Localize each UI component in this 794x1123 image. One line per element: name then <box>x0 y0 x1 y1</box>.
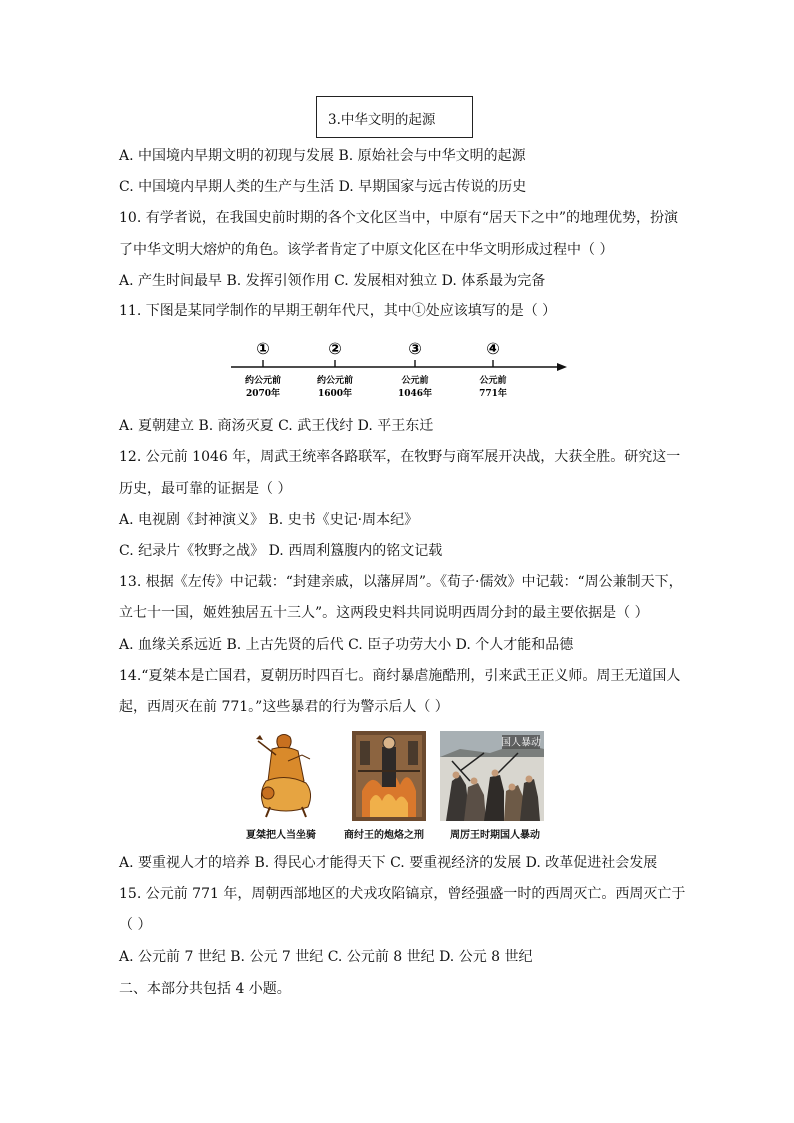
timeline-arrow-head <box>557 363 567 371</box>
q12-stem-line1: 12. 公元前 1046 年，周武王统率各路联军，在牧野与商军展开决战，大获全胜。研究这一 <box>119 449 681 465</box>
section-two-heading: 二、本部分共包括 4 小题。 <box>119 981 291 997</box>
timeline-label-2a: 约公元前 <box>316 376 354 386</box>
q10-stem-line1: 10. 有学者说，在我国史前时期的各个文化区当中，中原有“居天下之中”的地理优势，扮演 <box>119 210 679 226</box>
q10-options: A. 产生时间最早 B. 发挥引领作用 C. 发展相对独立 D. 体系最为完备 <box>119 273 546 289</box>
timeline-label-3b: 1046年 <box>397 389 433 399</box>
q11-stem: 11. 下图是某同学制作的早期王朝年代尺，其中①处应该填写的是（ ） <box>119 303 557 319</box>
timeline-label-1b: 2070年 <box>245 389 281 399</box>
illustration-paoluo-torture <box>352 731 426 821</box>
timeline-label-4b: 771年 <box>479 389 507 399</box>
timeline-label-4a: 公元前 <box>479 376 507 386</box>
q11-options: A. 夏朝建立 B. 商汤灭夏 C. 武王伐纣 D. 平王东迁 <box>119 418 434 434</box>
illustration-jie-riding-person <box>248 731 324 821</box>
q15-stem-line2: （ ） <box>119 917 152 933</box>
section-title: 3.中华文明的起源 <box>328 112 436 128</box>
dynasty-timeline <box>229 336 569 402</box>
q14-options: A. 要重视人才的培养 B. 得民心才能得天下 C. 要重视经济的发展 D. 改革促进社会发展 <box>119 855 658 871</box>
q10-stem-line2: 了中华文明大熔炉的角色。该学者肯定了中原文化区在中华文明形成过程中（ ） <box>119 242 614 258</box>
illustration-guoren-uprising <box>440 731 544 821</box>
caption-image-2: 商纣王的炮烙之刑 <box>344 830 424 841</box>
q9-options-line2: C. 中国境内早期人类的生产与生活 D. 早期国家与远古传说的历史 <box>119 179 527 195</box>
timeline-label-3a: 公元前 <box>401 376 429 386</box>
q15-options: A. 公元前 7 世纪 B. 公元 7 世纪 C. 公元前 8 世纪 D. 公元 8 世纪 <box>119 949 533 965</box>
timeline-marker-1: ① <box>256 339 270 358</box>
q13-stem-line1: 13. 根据《左传》中记载：“封建亲戚，以藩屏周”。《荀子·儒效》中记载：“周公兼制天下， <box>119 574 683 590</box>
q13-options: A. 血缘关系远近 B. 上古先贤的后代 C. 臣子功劳大小 D. 个人才能和品德 <box>119 637 574 653</box>
timeline-marker-3: ③ <box>408 339 422 358</box>
timeline-label-2b: 1600年 <box>317 389 353 399</box>
q13-stem-line2: 立七十一国，姬姓独居五十三人”。这两段史料共同说明西周分封的最主要依据是（ ） <box>119 605 649 621</box>
q15-stem-line1: 15. 公元前 771 年，周朝西部地区的犬戎攻陷镐京，曾经强盛一时的西周灭亡。西周灭亡于 <box>119 886 686 902</box>
timeline-marker-4: ④ <box>486 339 500 358</box>
q14-stem-line1: 14.“夏桀本是亡国君，夏朝历时四百七。商纣暴虐施酷刑，引来武王正义师。周王无道国人 <box>119 668 681 684</box>
caption-image-1: 夏桀把人当坐骑 <box>246 830 316 841</box>
caption-image-3: 周厉王时期国人暴动 <box>450 830 540 841</box>
q12-stem-line2: 历史，最可靠的证据是（ ） <box>119 481 292 497</box>
uprising-badge-text: 国人暴动 <box>501 737 541 749</box>
section-title-box <box>316 96 473 138</box>
q9-options-line1: A. 中国境内早期文明的初现与发展 B. 原始社会与中华文明的起源 <box>119 148 526 164</box>
q14-stem-line2: 起，西周灭在前 771。”这些暴君的行为警示后人（ ） <box>119 699 449 715</box>
q12-options-line2: C. 纪录片《牧野之战》 D. 西周利簋腹内的铭文记载 <box>119 543 443 559</box>
q12-options-line1: A. 电视剧《封神演义》 B. 史书《史记·周本纪》 <box>119 512 419 528</box>
timeline-label-1a: 约公元前 <box>244 376 282 386</box>
timeline-marker-2: ② <box>328 339 342 358</box>
